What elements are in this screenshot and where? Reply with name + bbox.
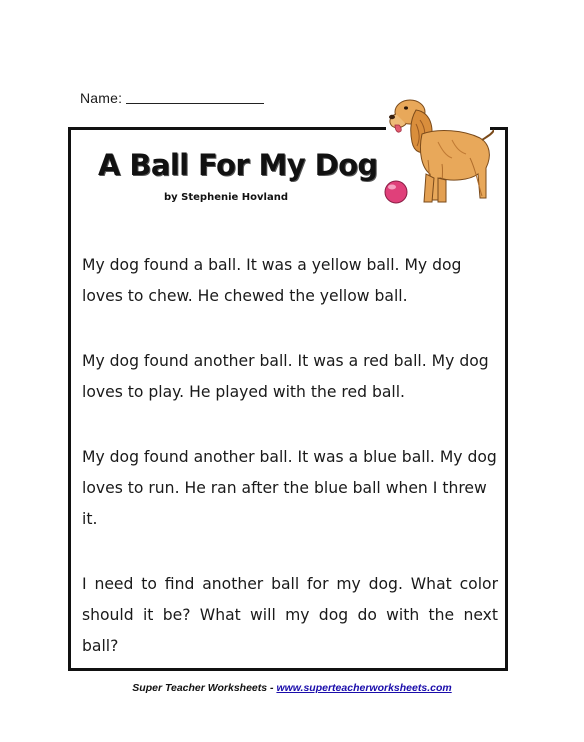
page-footer [0,682,584,694]
story-paragraph-4: I need to find another ball for my dog. What color should it be? What will my dog do with the next ball? [82,575,498,655]
name-blank-line[interactable] [126,103,264,104]
story-paragraph-2: My dog found another ball. It was a red ball. My dog loves to play. He played with the red ball. [82,352,489,401]
footer-link[interactable]: www.superteacherworksheets.com [276,682,452,694]
footer-brand: Super Teacher Worksheets [132,682,268,694]
author-byline: by Stephenie Hovland [164,192,289,203]
story-text [82,250,498,696]
story-paragraph-3: My dog found another ball. It was a blue ball. My dog loves to run. He ran after the blue ball when I threw it. [82,448,497,528]
story-paragraph-1: My dog found a ball. It was a yellow ball. My dog loves to chew. He chewed the yellow ball. [82,256,462,305]
name-field-row [80,90,264,106]
worksheet-title: A Ball For My Dog [98,148,378,182]
name-label: Name: [80,90,123,106]
footer-separator: - [267,682,277,694]
dog-with-ball-icon [382,94,494,210]
